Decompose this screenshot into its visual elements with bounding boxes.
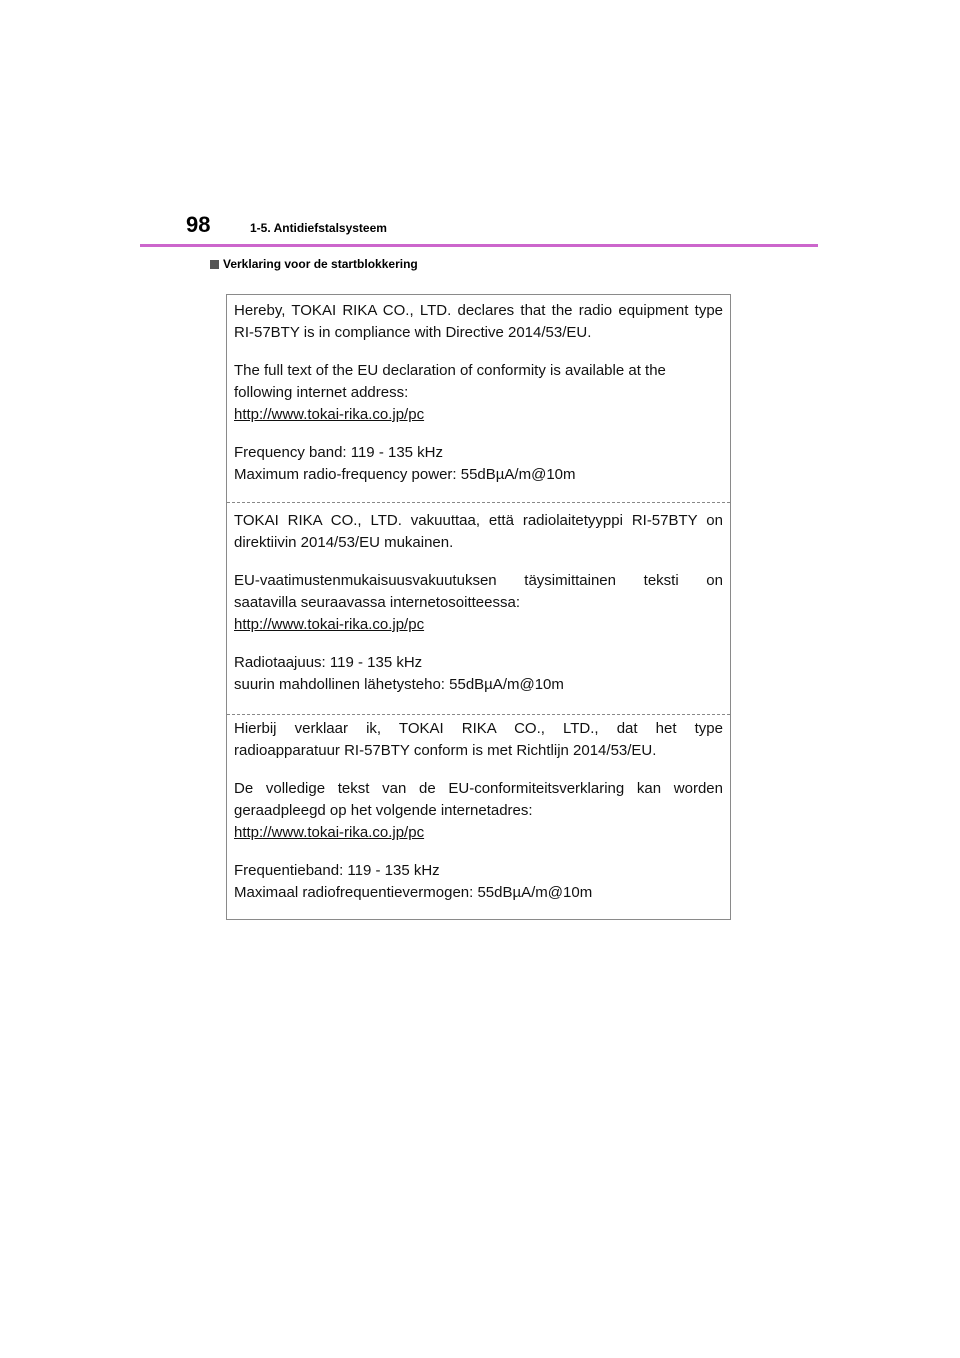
max-power: Maximum radio-frequency power: 55dBµA/m@10m	[234, 466, 576, 483]
statement-line-1: Hierbij verklaar ik, TOKAI RIKA CO., LTD., dat het type	[234, 720, 723, 737]
frequency-band: Frequency band: 119 - 135 kHz	[234, 444, 444, 461]
statement-line-1: TOKAI RIKA CO., LTD. vakuuttaa, että radiolaitetyyppi RI-57BTY on	[234, 512, 723, 529]
fulltext-line-1: De volledige tekst van de EU-conformiteitsverklaring kan worden	[234, 780, 723, 797]
max-power: Maximaal radiofrequentievermogen: 55dBµA/m@10m	[234, 884, 593, 901]
declaration-url-link[interactable]: http://www.tokai-rika.co.jp/pc	[234, 406, 425, 423]
declaration-url-link[interactable]: http://www.tokai-rika.co.jp/pc	[234, 616, 425, 633]
fulltext-line-2: saatavilla seuraavassa internetosoitteessa:	[234, 594, 520, 611]
declaration-url-link[interactable]: http://www.tokai-rika.co.jp/pc	[234, 824, 425, 841]
statement-line-2: radioapparatuur RI-57BTY conform is met Richtlijn 2014/53/EU.	[234, 742, 657, 759]
header-rule	[140, 244, 818, 247]
statement-line-1: Hereby, TOKAI RIKA CO., LTD. declares that the radio equipment type	[234, 302, 723, 319]
declaration-box	[226, 294, 731, 920]
section-divider	[227, 714, 730, 715]
fulltext-line-2: geraadpleegd op het volgende internetadres:	[234, 802, 533, 819]
declaration-section-fi	[227, 510, 730, 696]
statement-line-2: RI-57BTY is in compliance with Directive 2014/53/EU.	[234, 324, 592, 341]
frequency-band: Frequentieband: 119 - 135 kHz	[234, 862, 440, 879]
max-power: suurin mahdollinen lähetysteho: 55dBµA/m@10m	[234, 676, 564, 693]
statement-line-2: direktiivin 2014/53/EU mukainen.	[234, 534, 454, 551]
subheading	[210, 257, 418, 271]
frequency-band: Radiotaajuus: 119 - 135 kHz	[234, 654, 423, 671]
declaration-section-nl	[227, 718, 730, 904]
section-divider	[227, 502, 730, 503]
declaration-section-en	[227, 300, 730, 486]
subheading-text: Verklaring voor de startblokkering	[223, 257, 418, 271]
fulltext-line-1: EU-vaatimustenmukaisuusvakuutuksen täysimittainen teksti on	[234, 572, 723, 589]
page-number: 98	[186, 212, 211, 237]
square-bullet-icon	[210, 260, 219, 269]
fulltext-line-1: The full text of the EU declaration of conformity is available at the	[234, 362, 666, 379]
fulltext-line-2: following internet address:	[234, 384, 409, 401]
section-title: 1-5. Antidiefstalsysteem	[250, 221, 387, 235]
